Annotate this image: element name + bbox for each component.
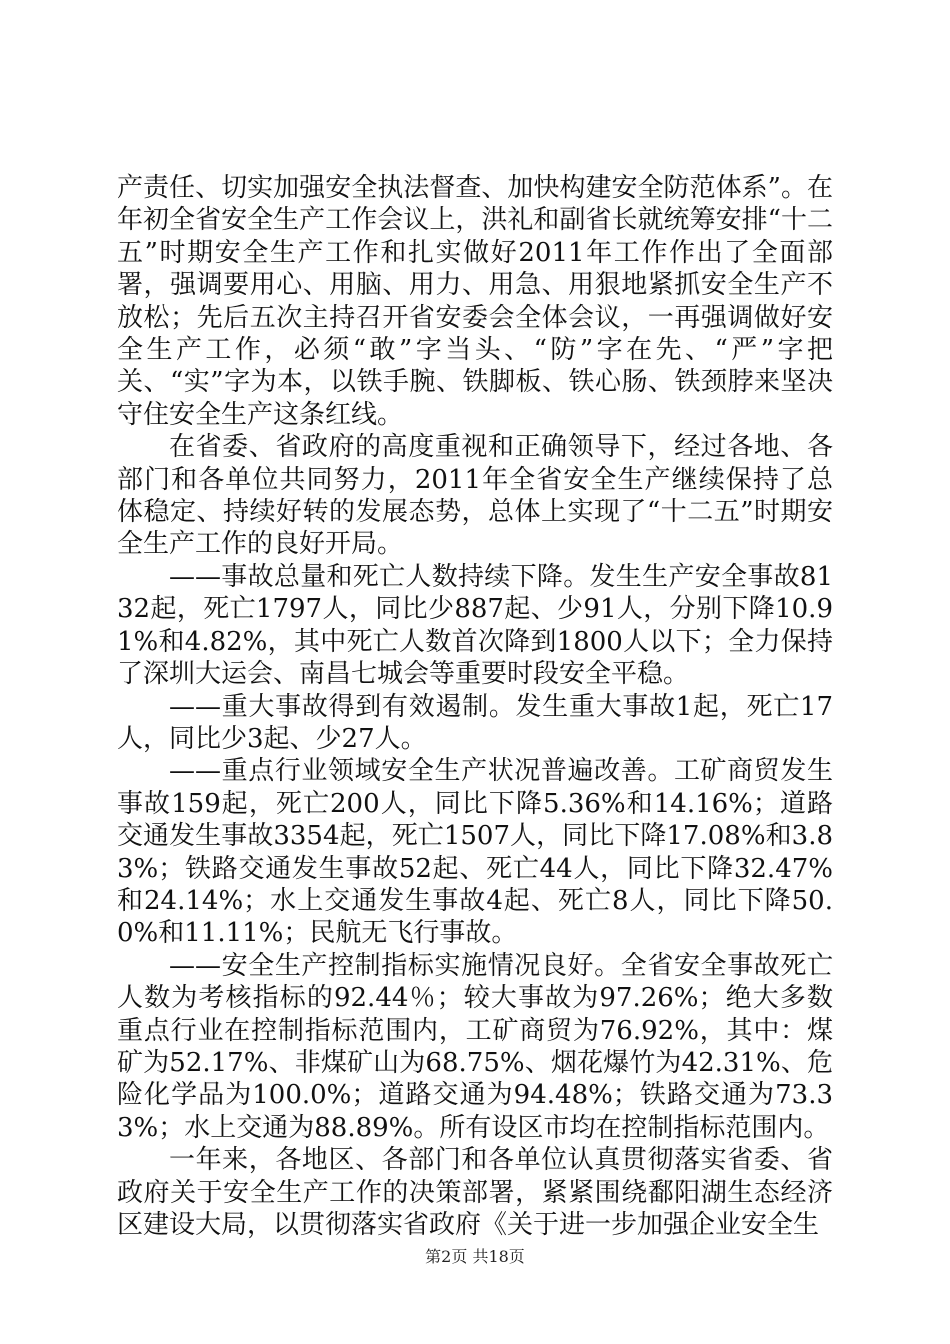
paragraph-key-industries: ——重点行业领域安全生产状况普遍改善。工矿商贸发生事故159起，死亡200人，同比下降5.36%和14.16%；道路交通发生事故3354起，死亡1507人，同比下降17.08%和3.83%；铁路交通发生事故52起、死亡44人，同比下降32.47%和24.14%；水上交通发生事故4起、死亡8人，同比下降50.0%和11.11%；民航无飞行事故。 [117,756,833,949]
page-number-footer: 第2页 共18页 [425,1247,525,1266]
paragraph-year-review: 一年来，各地区、各部门和各单位认真贯彻落实省委、省政府关于安全生产工作的决策部署，紧紧围绕鄱阳湖生态经济区建设大局，以贯彻落实省政府《关于进一步加强企业安全生 [117,1145,833,1240]
paragraph-accident-totals: ——事故总量和死亡人数持续下降。发生生产安全事故8132起，死亡1797人，同比少887起、少91人，分别下降10.91%和4.82%，其中死亡人数首次降到1800人以下；全力保持了深圳大运会、南昌七城会等重要时段安全平稳。 [117,561,833,690]
paragraph-continuation: 产责任、切实加强安全执法督查、加快构建安全防范体系”。在年初全省安全生产工作会议上，洪礼和副省长就统筹安排“十二五”时期安全生产工作和扎实做好2011年工作作出了全面部署，强调要用心、用脑、用力、用急、用狠地紧抓安全生产不放松；先后五次主持召开省安委会全体会议，一再强调做好安全生产工作，必须“敢”字当头、“防”字在先、“严”字把关、“实”字为本，以铁手腕、铁脚板、铁心肠、铁颈脖来坚决守住安全生产这条红线。 [117,173,833,430]
paragraph-control-indicators: ——安全生产控制指标实施情况良好。全省安全事故死亡人数为考核指标的92.44％；较大事故为97.26%；绝大多数重点行业在控制指标范围内，工矿商贸为76.92%，其中：煤矿为52.17%、非煤矿山为68.75%、烟花爆竹为42.31%、危险化学品为100.0%；道路交通为94.48%；铁路交通为73.33%；水上交通为88.89%。所有设区市均在控制指标范围内。 [117,950,833,1143]
paragraph-major-accidents: ——重大事故得到有效遏制。发生重大事故1起，死亡17人，同比少3起、少27人。 [117,691,833,754]
document-body [117,172,833,1241]
paragraph-overall-situation: 在省委、省政府的高度重视和正确领导下，经过各地、各部门和各单位共同努力，2011年全省安全生产继续保持了总体稳定、持续好转的发展态势，总体上实现了“十二五”时期安全生产工作的良好开局。 [117,432,833,560]
